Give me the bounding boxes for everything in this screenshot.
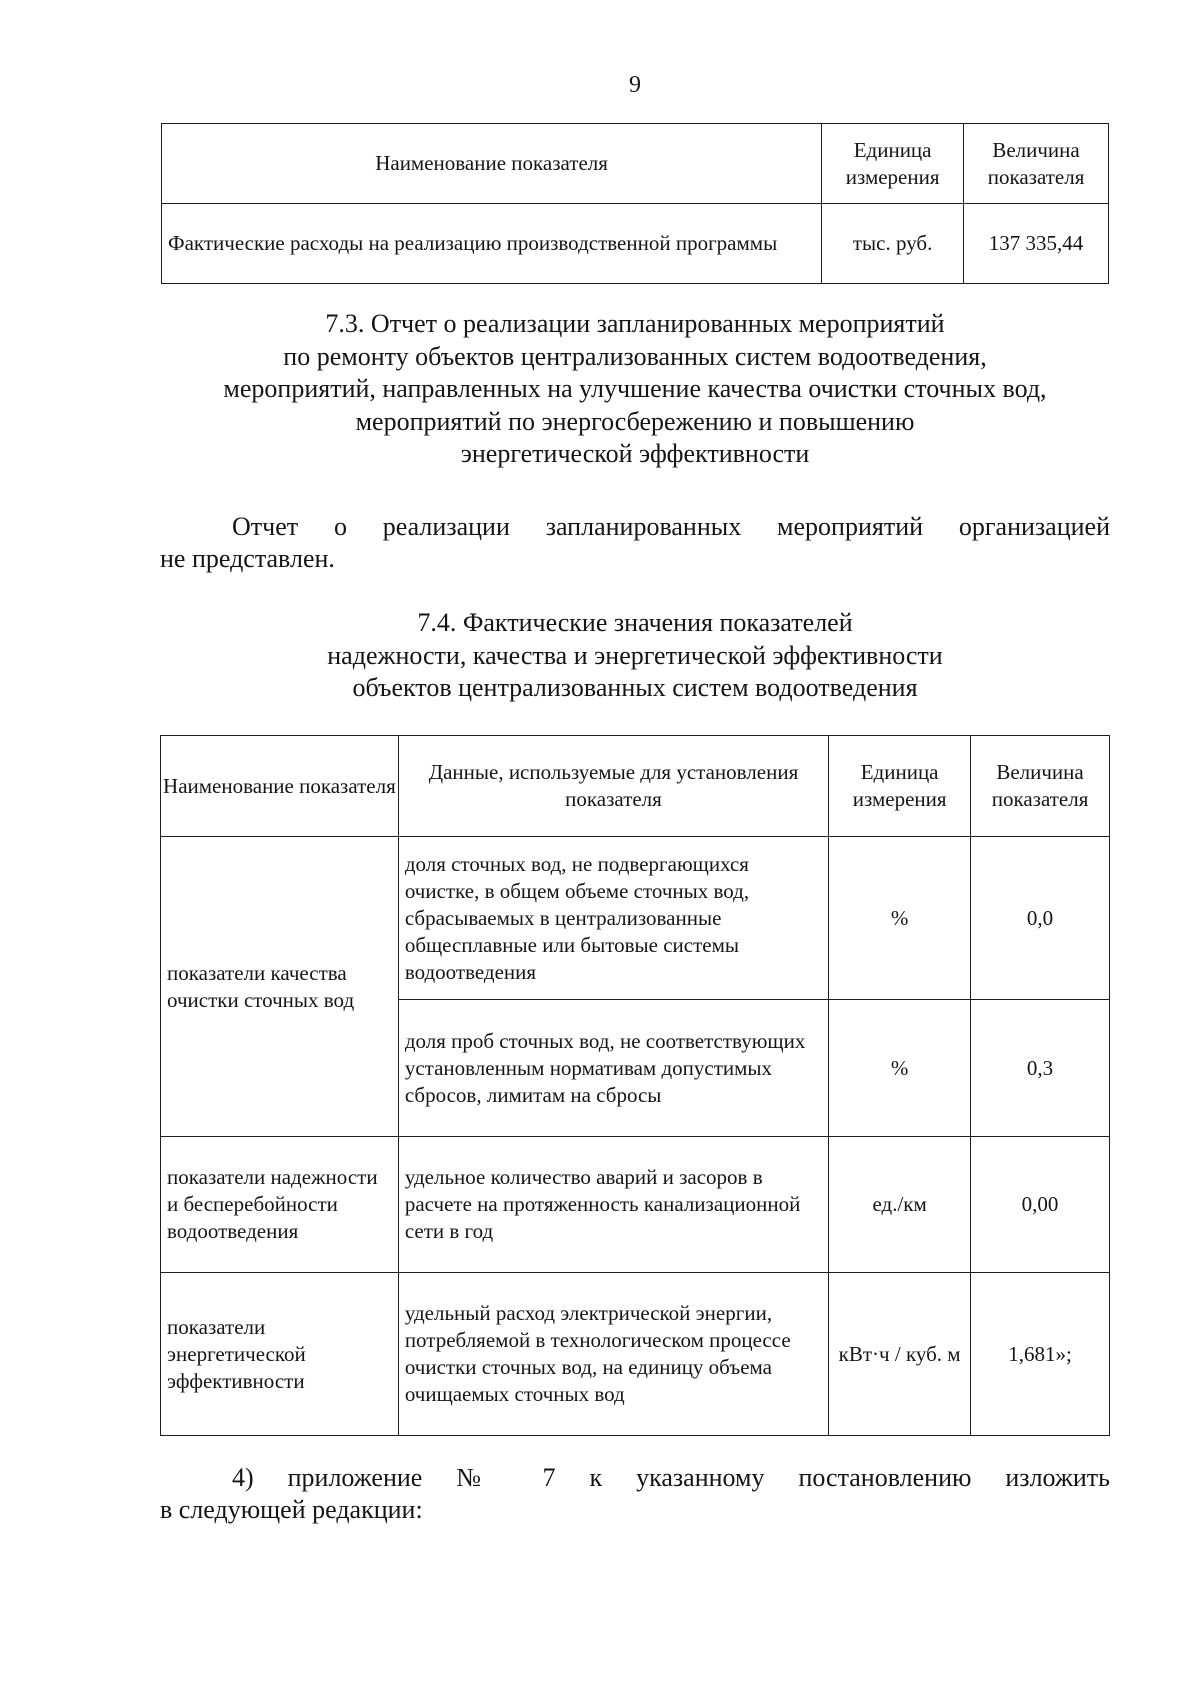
cell-value: 0,0 — [971, 837, 1110, 1000]
cell-source-data: доля сточных вод, не подвергающихся очистке, в общем объеме сточных вод, сбрасываемых в централизованные общесплавные или бытовые системы водоотведения — [398, 837, 828, 1000]
indicators-table — [160, 735, 1110, 1436]
cell-unit: тыс. руб. — [822, 204, 964, 284]
page-number: 9 — [629, 72, 641, 98]
cell-source-data: удельный расход электрической энергии, потребляемой в технологическом процессе очистки сточных вод, на единицу объема очищаемых сточных вод — [398, 1273, 828, 1436]
header-value: Величина показателя — [971, 736, 1110, 837]
table-header-row — [161, 736, 1110, 837]
cell-unit: кВт·ч / куб. м — [829, 1273, 971, 1436]
table-row — [161, 1137, 1110, 1273]
cell-unit: ед./км — [829, 1137, 971, 1273]
paragraph-line: 4) приложение № 7 к указанному постановлению изложить — [232, 1463, 1110, 1492]
table-header-row — [162, 124, 1109, 204]
paragraph-line: не представлен. — [160, 544, 335, 573]
header-unit: Единица измерения — [822, 124, 964, 204]
section-7-3-paragraph — [160, 511, 1110, 575]
expenses-table — [161, 123, 1109, 284]
heading-line: объектов централизованных систем водоотведения — [352, 673, 918, 702]
paragraph-line: Отчет о реализации запланированных мероприятий организацией — [232, 512, 1110, 541]
cell-source-data: доля проб сточных вод, не соответствующих установленным нормативам допустимых сбросов, лимитам на сбросы — [398, 1000, 828, 1137]
heading-line: надежности, качества и энергетической эффективности — [327, 640, 943, 670]
cell-indicator-group: показатели качества очистки сточных вод — [161, 837, 399, 1137]
heading-line: мероприятий, направленных на улучшение качества очистки сточных вод, — [223, 374, 1047, 403]
cell-indicator-name: показатели энергетической эффективности — [161, 1273, 399, 1436]
header-indicator-name: Наименование показателя — [161, 736, 399, 837]
cell-value: 0,3 — [971, 1000, 1110, 1137]
table-row — [161, 837, 1110, 1000]
paragraph-line: в следующей редакции: — [160, 1495, 423, 1524]
heading-line: 7.3. Отчет о реализации запланированных мероприятий — [325, 309, 945, 338]
heading-line: по ремонту объектов централизованных систем водоотведения, — [283, 341, 987, 371]
header-indicator-name: Наименование показателя — [162, 124, 822, 204]
cell-indicator-name: Фактические расходы на реализацию производственной программы — [162, 204, 822, 284]
cell-source-data: удельное количество аварий и засоров в расчете на протяженность канализационной сети в год — [398, 1137, 828, 1273]
cell-unit: % — [829, 1000, 971, 1137]
table-row — [162, 204, 1109, 284]
header-value: Величина показателя — [964, 124, 1109, 204]
heading-line: энергетической эффективности — [460, 439, 810, 468]
section-7-4-heading — [160, 607, 1110, 705]
closing-paragraph — [160, 1462, 1110, 1526]
section-7-3-heading — [160, 308, 1110, 471]
header-source-data: Данные, используемые для установления показателя — [398, 736, 828, 837]
cell-value: 1,681»; — [971, 1273, 1110, 1436]
table-row — [161, 1273, 1110, 1436]
cell-value: 137 335,44 — [964, 204, 1109, 284]
heading-line: мероприятий по энергосбережению и повышению — [355, 406, 915, 436]
cell-value: 0,00 — [971, 1137, 1110, 1273]
header-unit: Единица измерения — [829, 736, 971, 837]
heading-line: 7.4. Фактические значения показателей — [417, 608, 853, 637]
cell-unit: % — [829, 837, 971, 1000]
cell-indicator-name: показатели надежности и бесперебойности водоотведения — [161, 1137, 399, 1273]
